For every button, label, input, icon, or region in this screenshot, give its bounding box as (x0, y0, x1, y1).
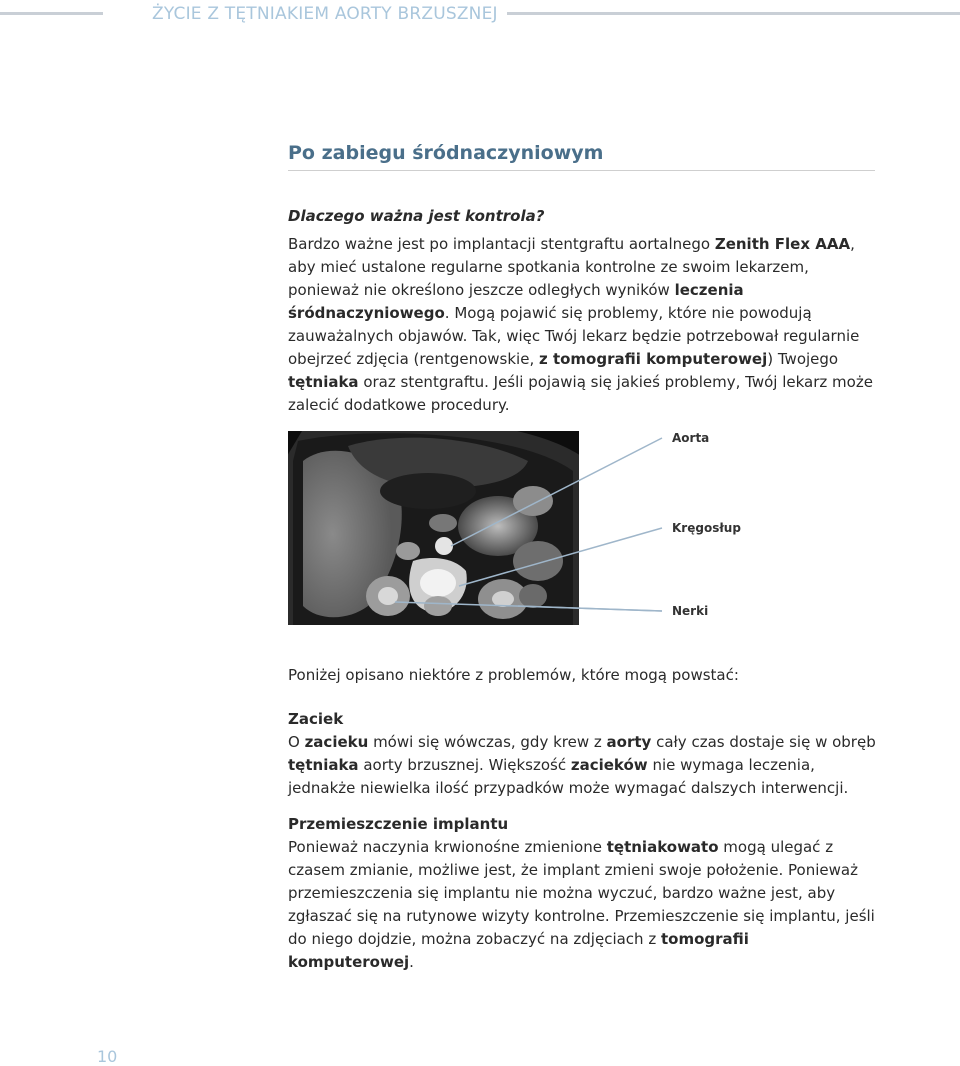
subheading-migration: Przemieszczenie implantu (288, 815, 509, 833)
header-rule-left (0, 12, 103, 15)
section-title: Po zabiegu śródnaczyniowym (288, 142, 604, 164)
question-heading: Dlaczego ważna jest kontrola? (288, 207, 545, 225)
ct-scan-image (288, 431, 579, 625)
paragraph-leak: O zacieku mówi się wówczas, gdy krew z aorty cały czas dostaje się w obręb tętniaka aorty brzusznej. Większość zacieków nie wymaga leczenia, jednakże niewielka ilość przypadków może wymagać dalszych interwencji. (288, 733, 876, 797)
paragraph-migration: Ponieważ naczynia krwionośne zmienione tętniakowato mogą ulegać z czasem zmianie, możliwe jest, że implant zmieni swoje położenie. Ponieważ przemieszczenia się implantu nie można wyczuć, bardzo ważne jest, aby zgłaszać się na rutynowe wizyty kontrolne. Przemieszczenie się implantu, jeśli do niego dojdzie, można zobaczyć na zdjęciach z tomografii komputerowej. (288, 838, 875, 971)
subheading-leak: Zaciek (288, 710, 344, 728)
label-kidneys: Nerki (672, 604, 709, 618)
page-number: 10 (97, 1047, 118, 1066)
section-title-rule (288, 170, 875, 171)
label-aorta: Aorta (672, 431, 710, 445)
paragraph-intro: Bardzo ważne jest po implantacji stentgraftu aortalnego Zenith Flex AAA, aby mieć ustalone regularne spotkania kontrolne ze swoim lekarzem, ponieważ nie określono jeszcze odległych wyników leczenia śródnaczyniowego. Mogą pojawić się problemy, które nie powodują zauważalnych objawów. Tak, więc Twój lekarz będzie potrzebował regularnie obejrzeć zdjęcia (rentgenowskie, z tomografii komputerowej) Twojego tętniaka oraz stentgraftu. Jeśli pojawią się jakieś problemy, Twój lekarz może zalecić dodatkowe procedury. (288, 235, 873, 414)
header-rule-right (507, 12, 960, 15)
problems-intro: Poniżej opisano niektóre z problemów, które mogą powstać: (288, 666, 739, 684)
label-spine: Kręgosłup (672, 521, 741, 535)
running-header: ŻYCIE Z TĘTNIAKIEM AORTY BRZUSZNEJ (152, 4, 498, 24)
